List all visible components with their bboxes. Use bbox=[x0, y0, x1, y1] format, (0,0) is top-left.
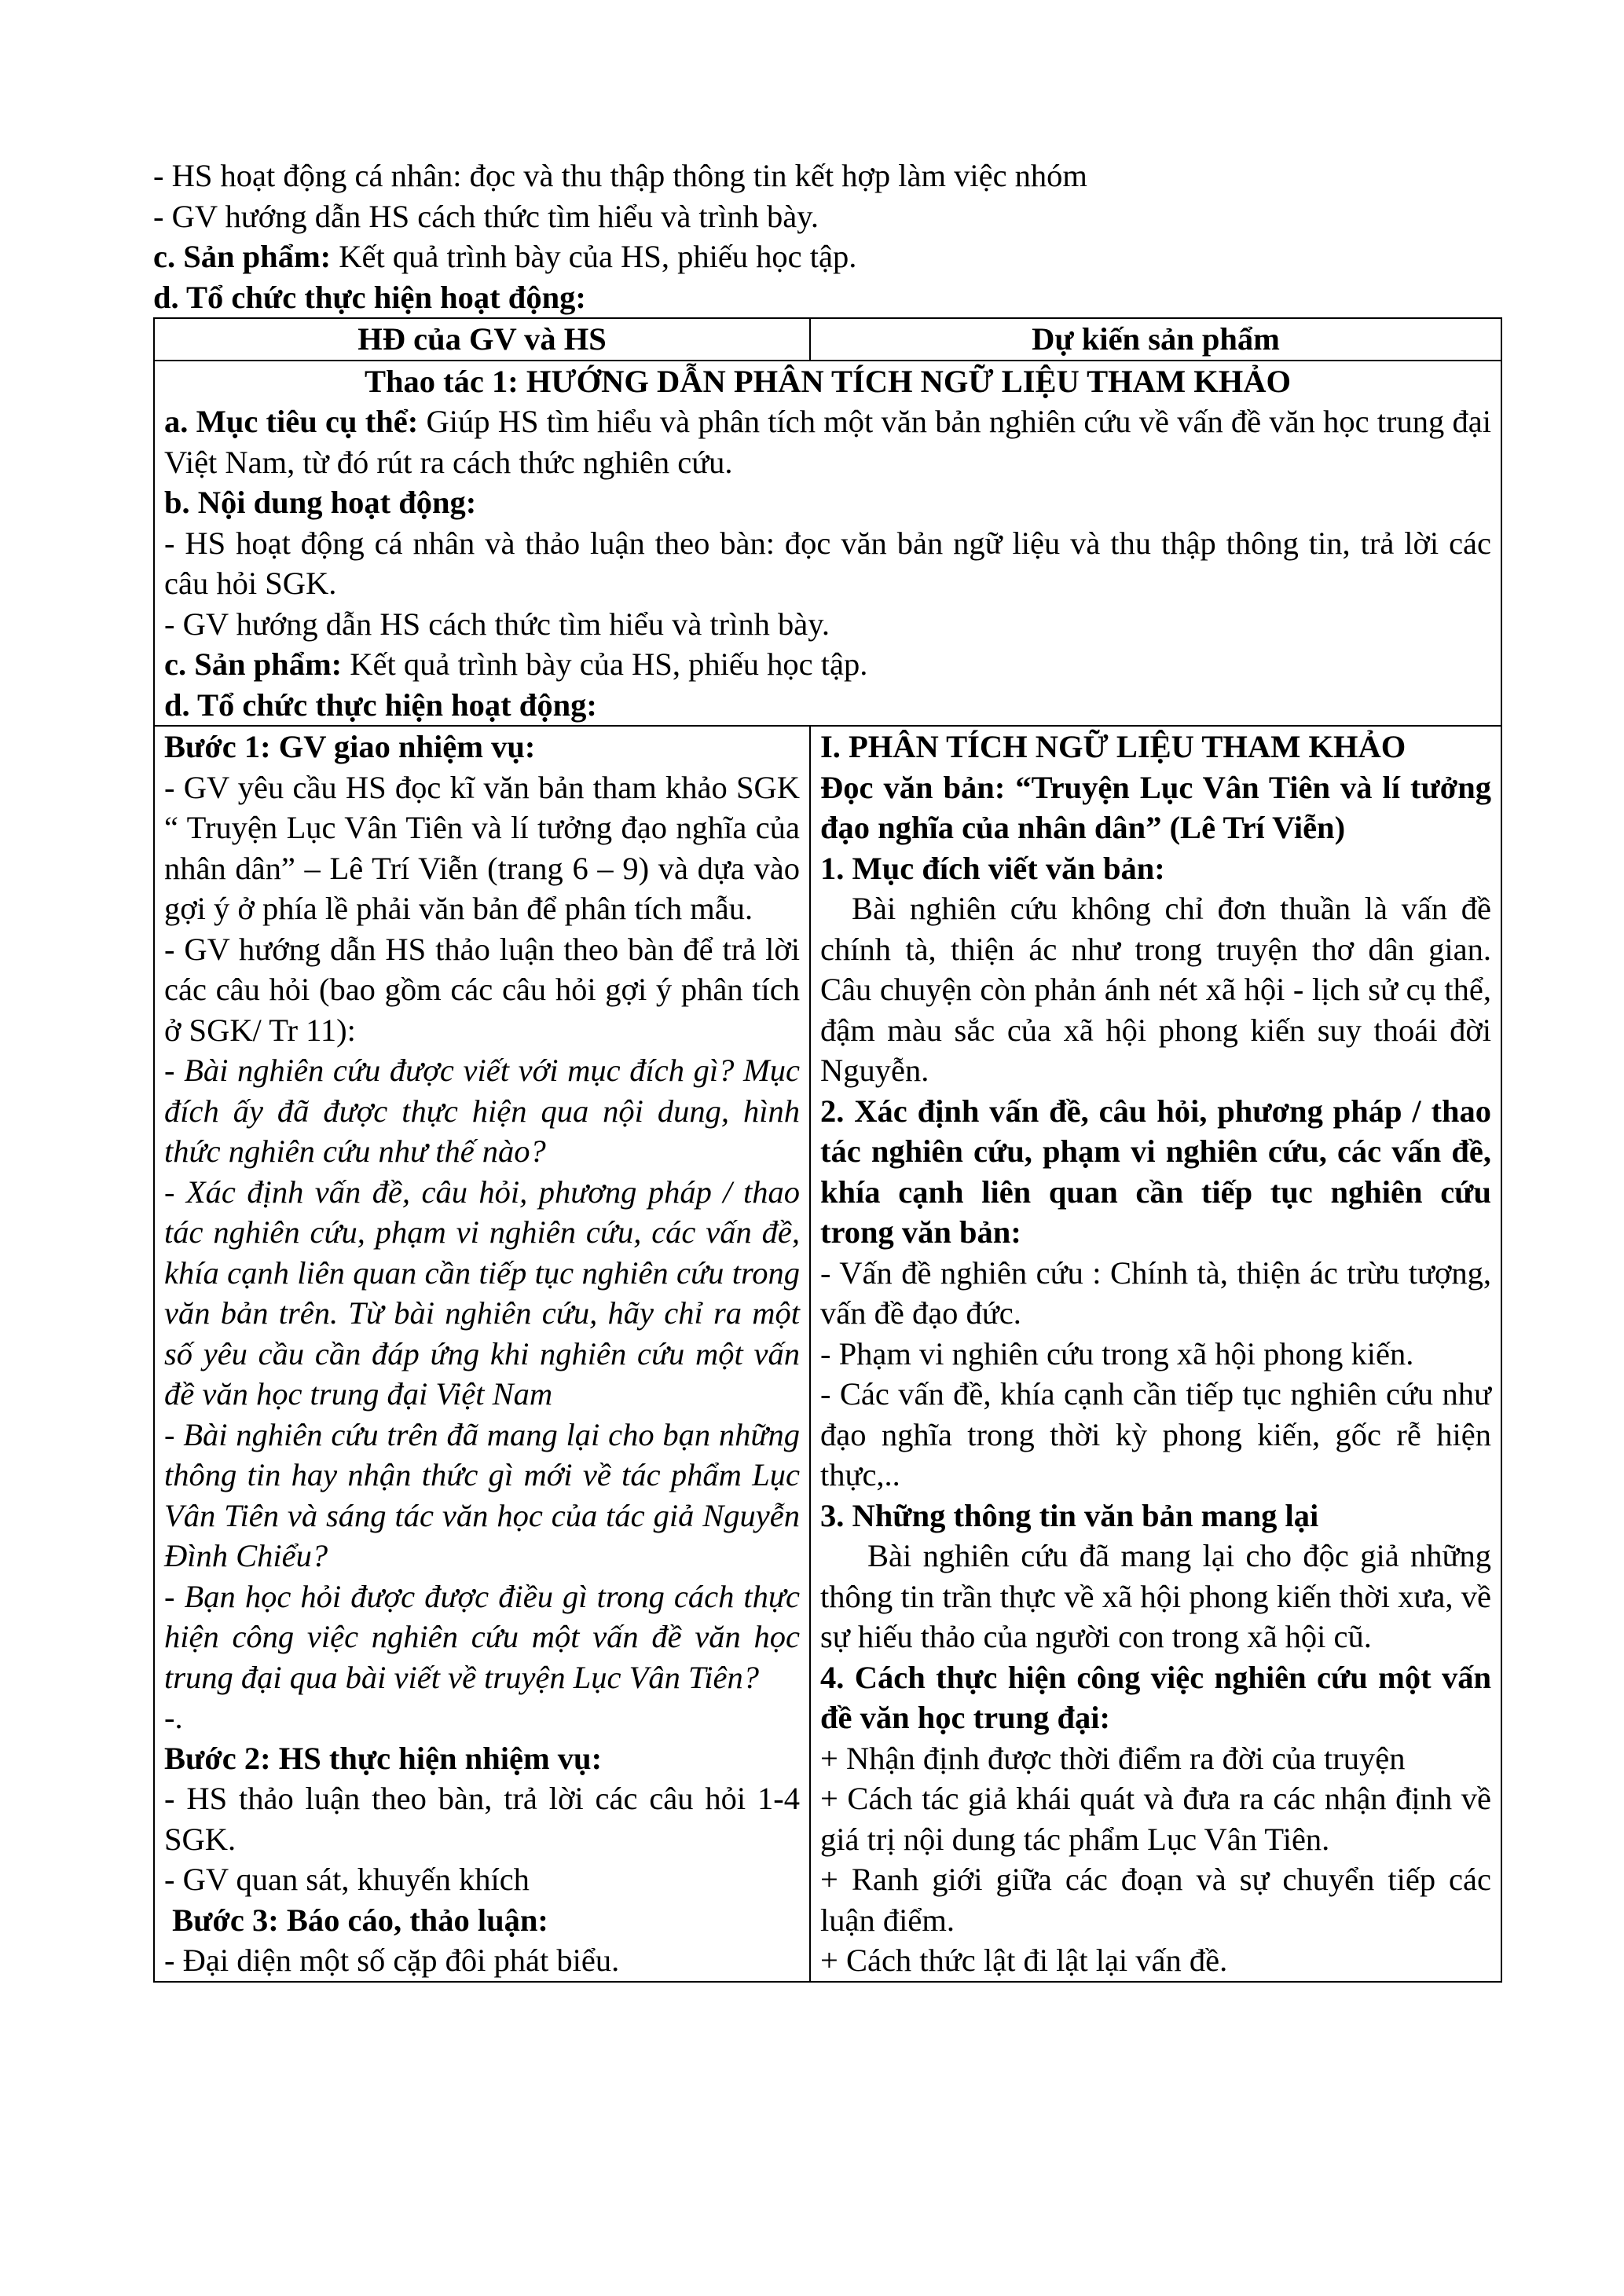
step3-label-text: Bước 3: Báo cáo, thảo luận: bbox=[164, 1902, 548, 1938]
subheading bbox=[820, 1091, 1491, 1253]
dash-line: -. bbox=[164, 1700, 183, 1735]
product-text: Kết quả trình bày của HS, phiếu học tập. bbox=[331, 239, 857, 274]
question-text: - Xác định vấn đề, câu hỏi, phương pháp / thao tác nghiên cứu, phạm vi nghiên cứu, các vấn đề, khía cạnh liên quan cần tiếp tục nghiên cứu trong văn bản trên. Từ bài nghiên cứu, hãy chỉ ra một số yêu cầu cần đáp ứng khi nghiên cứu một vấn đề văn học trung đại Việt Nam bbox=[164, 1174, 800, 1412]
step2-paragraph: - HS thảo luận theo bàn, trả lời các câu hỏi 1-4 SGK. bbox=[164, 1781, 800, 1857]
body-paragraph: Bài nghiên cứu đã mang lại cho độc giả những thông tin trần thực về xã hội phong kiến thời xưa, về sự hiếu thảo của người con trong xã hội cũ. bbox=[820, 1538, 1491, 1654]
col-header-activities: HĐ của GV và HS bbox=[154, 318, 810, 361]
section-title-text: Thao tác 1: HƯỚNG DẪN PHÂN TÍCH NGỮ LIỆU THAM KHẢO bbox=[364, 363, 1292, 399]
intro-product bbox=[153, 236, 1501, 277]
table-body-row bbox=[154, 726, 1501, 1982]
activity-table bbox=[153, 317, 1502, 1983]
product-text: Kết quả trình bày của HS, phiếu học tập. bbox=[342, 646, 868, 682]
body-paragraph: + Cách thức lật đi lật lại vấn đề. bbox=[820, 1943, 1228, 1978]
org-paragraph bbox=[164, 685, 1491, 726]
content-label-text: b. Nội dung hoạt động: bbox=[164, 485, 477, 520]
product-label: c. Sản phẩm: bbox=[164, 646, 343, 682]
section-title bbox=[164, 361, 1491, 402]
content-line: - HS hoạt động cá nhân và thảo luận theo bàn: đọc văn bản ngữ liệu và thu thập thông tin, trả lời các câu hỏi SGK. bbox=[164, 525, 1491, 601]
subheading-text: 1. Mục đích viết văn bản: bbox=[820, 850, 1165, 886]
products-heading bbox=[820, 727, 1491, 767]
step1-paragraph: - GV hướng dẫn HS thảo luận theo bàn để trả lời các câu hỏi (bao gồm các câu hỏi gợi ý phân tích ở SGK/ Tr 11): bbox=[164, 931, 800, 1048]
goal-text: Giúp HS tìm hiểu và phân tích một văn bản nghiên cứu về vấn đề văn học trung đại Việt Nam, từ đó rút ra cách thức nghiên cứu. bbox=[164, 404, 1491, 480]
goal-paragraph bbox=[164, 401, 1491, 482]
body-paragraph: - Phạm vi nghiên cứu trong xã hội phong kiến. bbox=[820, 1335, 1414, 1371]
intro-org-label bbox=[153, 277, 1501, 318]
col-header-products: Dự kiến sản phẩm bbox=[810, 318, 1501, 361]
step2-label bbox=[164, 1738, 800, 1779]
subheading-text: 4. Cách thực hiện công việc nghiên cứu một vấn đề văn học trung đại: bbox=[820, 1659, 1491, 1735]
question-item bbox=[164, 1415, 800, 1576]
product-label: c. Sản phẩm: bbox=[153, 239, 332, 274]
question-text: - Bạn học hỏi được được điều gì trong cách thực hiện công việc nghiên cứu một vấn đề văn học trung đại qua bài viết về truyện Lục Vân Tiên? bbox=[164, 1578, 800, 1695]
content-line: - GV hướng dẫn HS cách thức tìm hiểu và trình bày. bbox=[164, 606, 830, 642]
question-item bbox=[164, 1172, 800, 1415]
step3-paragraph: - Đại diện một số cặp đôi phát biểu. bbox=[164, 1943, 620, 1978]
read-text-bold: Đọc văn bản: “Truyện Lục Vân Tiên và lí tưởng đạo nghĩa của nhân dân” (Lê Trí Viễn) bbox=[820, 769, 1491, 845]
expected-products-cell bbox=[810, 726, 1501, 1982]
subheading-text: 3. Những thông tin văn bản mang lại bbox=[820, 1497, 1319, 1533]
intro-section bbox=[153, 156, 1501, 317]
products-heading-text: I. PHÂN TÍCH NGỮ LIỆU THAM KHẢO bbox=[820, 729, 1406, 764]
goal-label: a. Mục tiêu cụ thể: bbox=[164, 404, 419, 439]
content-label bbox=[164, 482, 1491, 523]
step1-label bbox=[164, 727, 800, 767]
org-label: d. Tổ chức thực hiện hoạt động: bbox=[153, 279, 586, 315]
subheading bbox=[820, 1657, 1491, 1738]
step1-label-text: Bước 1: GV giao nhiệm vụ: bbox=[164, 729, 536, 764]
step3-label bbox=[164, 1900, 800, 1941]
question-item bbox=[164, 1050, 800, 1172]
body-paragraph: - Vấn đề nghiên cứu : Chính tà, thiện ác trừu tượng, vấn đề đạo đức. bbox=[820, 1254, 1491, 1331]
body-paragraph: + Ranh giới giữa các đoạn và sự chuyển tiếp các luận điểm. bbox=[820, 1862, 1491, 1938]
body-paragraph: + Nhận định được thời điểm ra đời của truyện bbox=[820, 1740, 1406, 1776]
step1-paragraph: - GV yêu cầu HS đọc kĩ văn bản tham khảo SGK “ Truyện Lục Vân Tiên và lí tưởng đạo nghĩa của nhân dân” – Lê Trí Viễn (trang 6 – 9) và dựa vào gợi ý ở phía lề phải văn bản để phân tích mẫu. bbox=[164, 769, 800, 926]
step2-paragraph: - GV quan sát, khuyến khích bbox=[164, 1862, 530, 1897]
document-page bbox=[153, 156, 1501, 1983]
org-label: d. Tổ chức thực hiện hoạt động: bbox=[164, 687, 597, 723]
read-text bbox=[820, 767, 1491, 848]
subheading bbox=[820, 848, 1491, 889]
body-paragraph: - Các vấn đề, khía cạnh cần tiếp tục nghiên cứu như đạo nghĩa trong thời kỳ phong kiến, gốc rễ hiện thực,.. bbox=[820, 1376, 1491, 1492]
teacher-student-activities-cell bbox=[154, 726, 810, 1982]
subheading bbox=[820, 1496, 1491, 1536]
question-text: - Bài nghiên cứu được viết với mục đích gì? Mục đích ấy đã được thực hiện qua nội dung, hình thức nghiên cứu như thế nào? bbox=[164, 1053, 800, 1169]
question-text: - Bài nghiên cứu trên đã mang lại cho bạn những thông tin hay nhận thức gì mới về tác phẩm Lục Vân Tiên và sáng tác văn học của tác giả Nguyễn Đình Chiểu? bbox=[164, 1416, 800, 1573]
question-item bbox=[164, 1576, 800, 1698]
body-paragraph: Bài nghiên cứu không chỉ đơn thuần là vấn đề chính tà, thiện ác như trong truyện thơ dân gian. Câu chuyện còn phản ánh nét xã hội - lịch sử cụ thể, đậm màu sắc của xã hội phong kiến suy thoái đời Nguyễn. bbox=[820, 891, 1491, 1088]
intro-line: - HS hoạt động cá nhân: đọc và thu thập thông tin kết hợp làm việc nhóm bbox=[153, 158, 1087, 193]
section-cell bbox=[154, 361, 1501, 727]
product-paragraph bbox=[164, 644, 1491, 685]
intro-line: - GV hướng dẫn HS cách thức tìm hiểu và trình bày. bbox=[153, 198, 819, 234]
step2-label-text: Bước 2: HS thực hiện nhiệm vụ: bbox=[164, 1740, 603, 1776]
body-paragraph: + Cách tác giả khái quát và đưa ra các nhận định về giá trị nội dung tác phẩm Lục Vân Tiên. bbox=[820, 1781, 1491, 1857]
subheading-text: 2. Xác định vấn đề, câu hỏi, phương pháp / thao tác nghiên cứu, phạm vi nghiên cứu, các vấn đề, khía cạnh liên quan cần tiếp tục nghiên cứu trong văn bản: bbox=[820, 1093, 1491, 1250]
table-header-row bbox=[154, 318, 1501, 361]
table-section-row bbox=[154, 361, 1501, 727]
